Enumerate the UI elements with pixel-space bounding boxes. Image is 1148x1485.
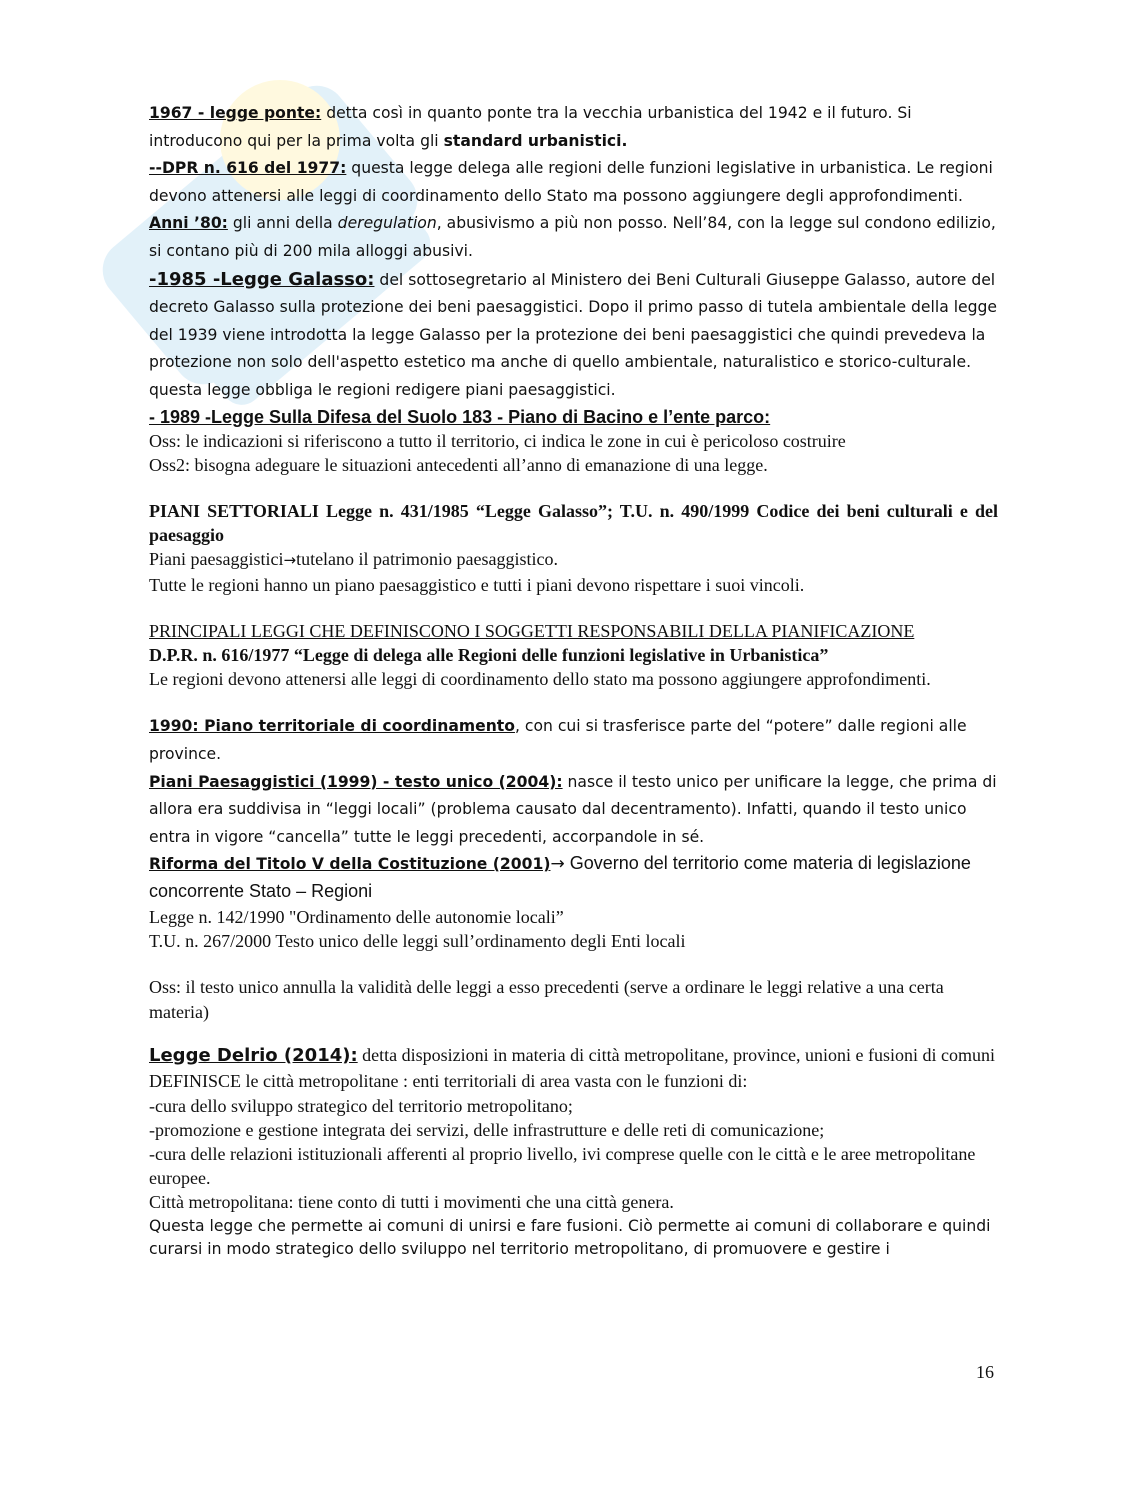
list-item: -cura dello sviluppo strategico del territorio metropolitano; [149, 1095, 573, 1116]
text-citta-metropolitana: Città metropolitana: tiene conto di tutti i movimenti che una città genera. [149, 1192, 674, 1213]
document-body [149, 100, 998, 1261]
text-tutte-regioni: Tutte le regioni hanno un piano paesaggistico e tutti i piani devono rispettare i suoi vincoli. [149, 574, 805, 595]
text-galasso: del sottosegretario al Ministero dei Beni Culturali Giuseppe Galasso, autore del decreto Galasso sulla protezione dei beni paesaggistici. Dopo il primo passo di tutela ambientale della legge del 1939 viene introdotta la legge Galasso per la protezione dei beni paesaggistici che quindi prevedeva la protezione non solo dell'aspetto estetico ma anche di quello ambientale, naturalistico e storico-culturale. questa legge obbliga le regioni redigere piani paesaggistici. [149, 270, 998, 399]
heading-piani-settoriali: PIANI SETTORIALI Legge n. 431/1985 “Legge Galasso”; T.U. n. 490/1999 Codice dei beni culturali e del paesaggio [149, 500, 998, 546]
text-oss-testo-unico: Oss: il testo unico annulla la validità delle leggi a esso precedenti (serve a ordinare le leggi relative a una certa materia) [149, 977, 944, 1022]
list-item: -cura delle relazioni istituzionali afferenti al proprio livello, ivi comprese quelle con le città e le aree metropolitane europee. [149, 1143, 976, 1189]
arrow-right-icon: → [283, 551, 297, 570]
text-delrio: detta disposizioni in materia di città metropolitane, province, unioni e fusioni di comuni DEFINISCE le città metropolitane : enti territoriali di area vasta con le funzioni di: [149, 1044, 996, 1092]
text-piani-paesaggistici: Piani paesaggistici [149, 549, 284, 570]
text-tutelano: tutelano il patrimonio paesaggistico. [296, 549, 559, 570]
text-delrio-last: Questa legge che permette ai comuni di unirsi e fare fusioni. Ciò permette ai comuni di collaborare e quindi curarsi in modo strategico dello sviluppo nel territorio metropolitano, di promuovere e gestire i [149, 1216, 991, 1258]
text-dpr-1977: questa legge delega alle regioni delle funzioni legislative in urbanistica. Le regioni devono attenersi alle leggi di coordinamento dello Stato ma possono aggiungere degli approfondimenti. [149, 159, 993, 205]
text-regioni-attenersi: Le regioni devono attenersi alle leggi di coordinamento dello stato ma possono aggiungere approfondimenti. [149, 669, 931, 690]
text-anni-80-a: gli anni della [227, 214, 338, 233]
heading-galasso: -1985 -Legge Galasso: [149, 268, 375, 290]
text-anni-80-em: deregulation [337, 214, 437, 233]
heading-principali-leggi: PRINCIPALI LEGGI CHE DEFINISCONO I SOGGETTI RESPONSABILI DELLA PIANIFICAZIONE [149, 620, 915, 641]
section-1989 [149, 405, 998, 477]
heading-dpr-1977: --DPR n. 616 del 1977: [149, 159, 347, 178]
section-1990 [149, 713, 998, 768]
section-anni-80 [149, 210, 998, 265]
heading-1990: 1990: Piano territoriale di coordinamento [149, 717, 515, 736]
section-delrio [149, 1042, 998, 1215]
arrow-right-icon: → [550, 854, 565, 875]
text-anni-80-b: , abusivismo a più non posso. Nell’84, con la legge sul condono edilizio, si contano più di 200 mila alloggi abusivi. [149, 214, 996, 260]
heading-titolo-v: Riforma del Titolo V della Costituzione (2001) [149, 855, 551, 874]
text-1967-bold: standard urbanistici. [443, 131, 628, 150]
subheading-dpr: D.P.R. n. 616/1977 “Legge di delega alle Regioni delle funzioni legislative in Urbanistica” [149, 644, 829, 665]
heading-anni-80: Anni ’80: [149, 214, 228, 233]
text-1990: , con cui si trasferisce parte del “potere” dalle regioni alle province. [149, 717, 967, 763]
list-item: -promozione e gestione integrata dei servizi, delle infrastrutture e delle reti di comunicazione; [149, 1119, 825, 1140]
section-galasso [149, 266, 998, 405]
text-testo-unico: nasce il testo unico per unificare la legge, che prima di allora era suddivisa in “leggi locali” (problema causato dal decentramento). Infatti, quando il testo unico entra in vigore “cancella” tutte le leggi precedenti, accorpandole in sé. [149, 772, 997, 846]
text-oss2: Oss2: bisogna adeguare le situazioni antecedenti all’anno di emanazione di una legge. [149, 454, 768, 475]
section-1967 [149, 100, 998, 155]
heading-1989: - 1989 -Legge Sulla Difesa del Suolo 183 - Piano di Bacino e l’ente parco: [149, 406, 771, 427]
text-legge-142: Legge n. 142/1990 "Ordinamento delle autonomie locali” [149, 906, 564, 927]
section-testo-unico [149, 769, 998, 852]
heading-delrio: Legge Delrio (2014): [149, 1044, 358, 1066]
text-titolo-v: Governo del territorio come materia di legislazione concorrente Stato – Regioni [149, 853, 971, 901]
section-titolo-v [149, 851, 998, 953]
heading-1967: 1967 - legge ponte: [149, 104, 322, 122]
section-principali-leggi [149, 619, 998, 692]
text-oss1: Oss: le indicazioni si riferiscono a tutto il territorio, ci indica le zone in cui è pericoloso costruire [149, 430, 846, 451]
text-tu-267: T.U. n. 267/2000 Testo unico delle leggi sull’ordinamento degli Enti locali [149, 931, 686, 952]
page-number: 16 [976, 1362, 994, 1382]
text-1967: detta così in quanto ponte tra la vecchia urbanistica del 1942 e il futuro. Si introducono qui per la prima volta gli [149, 104, 912, 150]
section-piani-settoriali [149, 499, 998, 597]
heading-testo-unico: Piani Paesaggistici (1999) - testo unico (2004): [149, 772, 563, 791]
section-dpr-1977 [149, 155, 998, 210]
